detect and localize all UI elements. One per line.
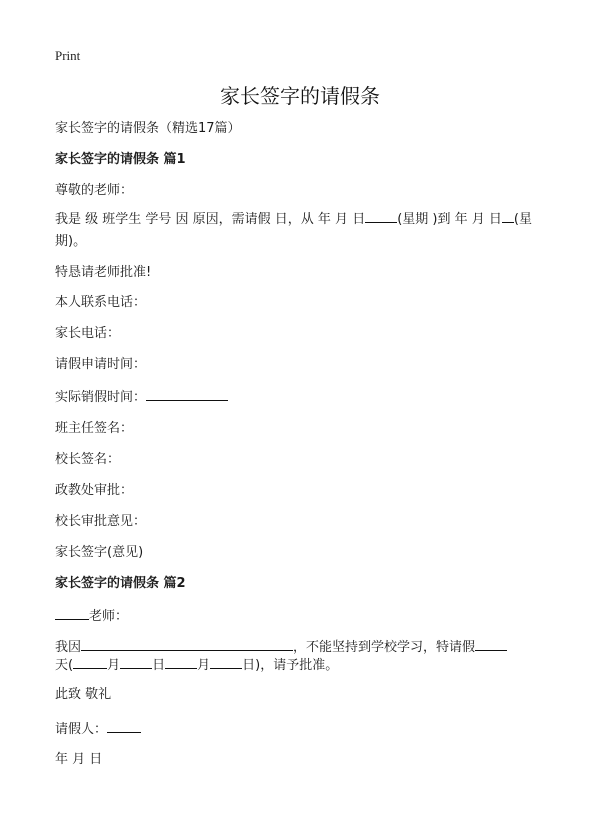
- politics-dept-approval-label: 政教处审批：: [55, 483, 134, 498]
- section2-body-day: 天(: [55, 658, 74, 673]
- blank-line: [365, 209, 397, 223]
- section1-heading: 家长签字的请假条 篇1: [55, 152, 186, 167]
- blank-line: [55, 606, 89, 620]
- head-teacher-sign-label: 班主任签名：: [55, 421, 134, 436]
- section2-body-mid: ，不能坚持到学校学习，特请假: [293, 640, 476, 655]
- blank-line: [120, 655, 152, 669]
- blank-line: [165, 655, 197, 669]
- leave-apply-time-label: 请假申请时间：: [55, 357, 147, 372]
- actual-return-time-label: 实际销假时间：: [55, 390, 147, 405]
- section2-month2: 月: [197, 658, 211, 673]
- blank-line: [475, 637, 507, 651]
- actual-return-time-row: [55, 387, 228, 407]
- section1-body-part1: 我是 级 班学生 学号 因 原因，需请假 日，从 年 月 日: [55, 212, 366, 227]
- section2-closing: 此致 敬礼: [55, 687, 112, 702]
- section1-body-part2: (星期 )到 年 月 日: [397, 212, 502, 227]
- section2-applicant-row: [55, 719, 141, 739]
- document-title: 家长签字的请假条: [220, 84, 380, 108]
- section2-date: 年 月 日: [55, 752, 103, 767]
- section1-body-part3: (星期)。: [55, 212, 532, 249]
- section2-greeting-suffix: 老师：: [89, 609, 129, 624]
- section2-heading: 家长签字的请假条 篇2: [55, 576, 186, 591]
- principal-sign-label: 校长签名：: [55, 452, 121, 467]
- blank-line: [210, 655, 242, 669]
- blank-line: [107, 719, 141, 733]
- blank-line: [146, 387, 228, 401]
- section1-greeting: 尊敬的老师：: [55, 183, 134, 198]
- section2-body-line2: [55, 655, 338, 675]
- blank-line: [502, 209, 514, 223]
- section2-applicant-label: 请假人：: [55, 722, 108, 737]
- parent-phone-label: 家长电话：: [55, 326, 121, 341]
- blank-line: [81, 637, 293, 651]
- parent-sign-label: 家长签字(意见): [55, 545, 144, 560]
- section1-request: 特恳请老师批准!: [55, 265, 152, 280]
- print-label: Print: [55, 48, 81, 63]
- document-subtitle: 家长签字的请假条（精选17篇）: [55, 121, 241, 136]
- principal-opinion-label: 校长审批意见：: [55, 514, 147, 529]
- contact-phone-label: 本人联系电话：: [55, 295, 147, 310]
- section2-body-line1: [55, 637, 507, 657]
- section2-month1: 月: [107, 658, 121, 673]
- section2-greeting: [55, 606, 128, 626]
- section2-day1: 日: [152, 658, 166, 673]
- section1-body: [55, 209, 550, 253]
- section2-day2: 日)，请予批准。: [242, 658, 339, 673]
- blank-line: [73, 655, 107, 669]
- section2-body-prefix: 我因: [55, 640, 82, 655]
